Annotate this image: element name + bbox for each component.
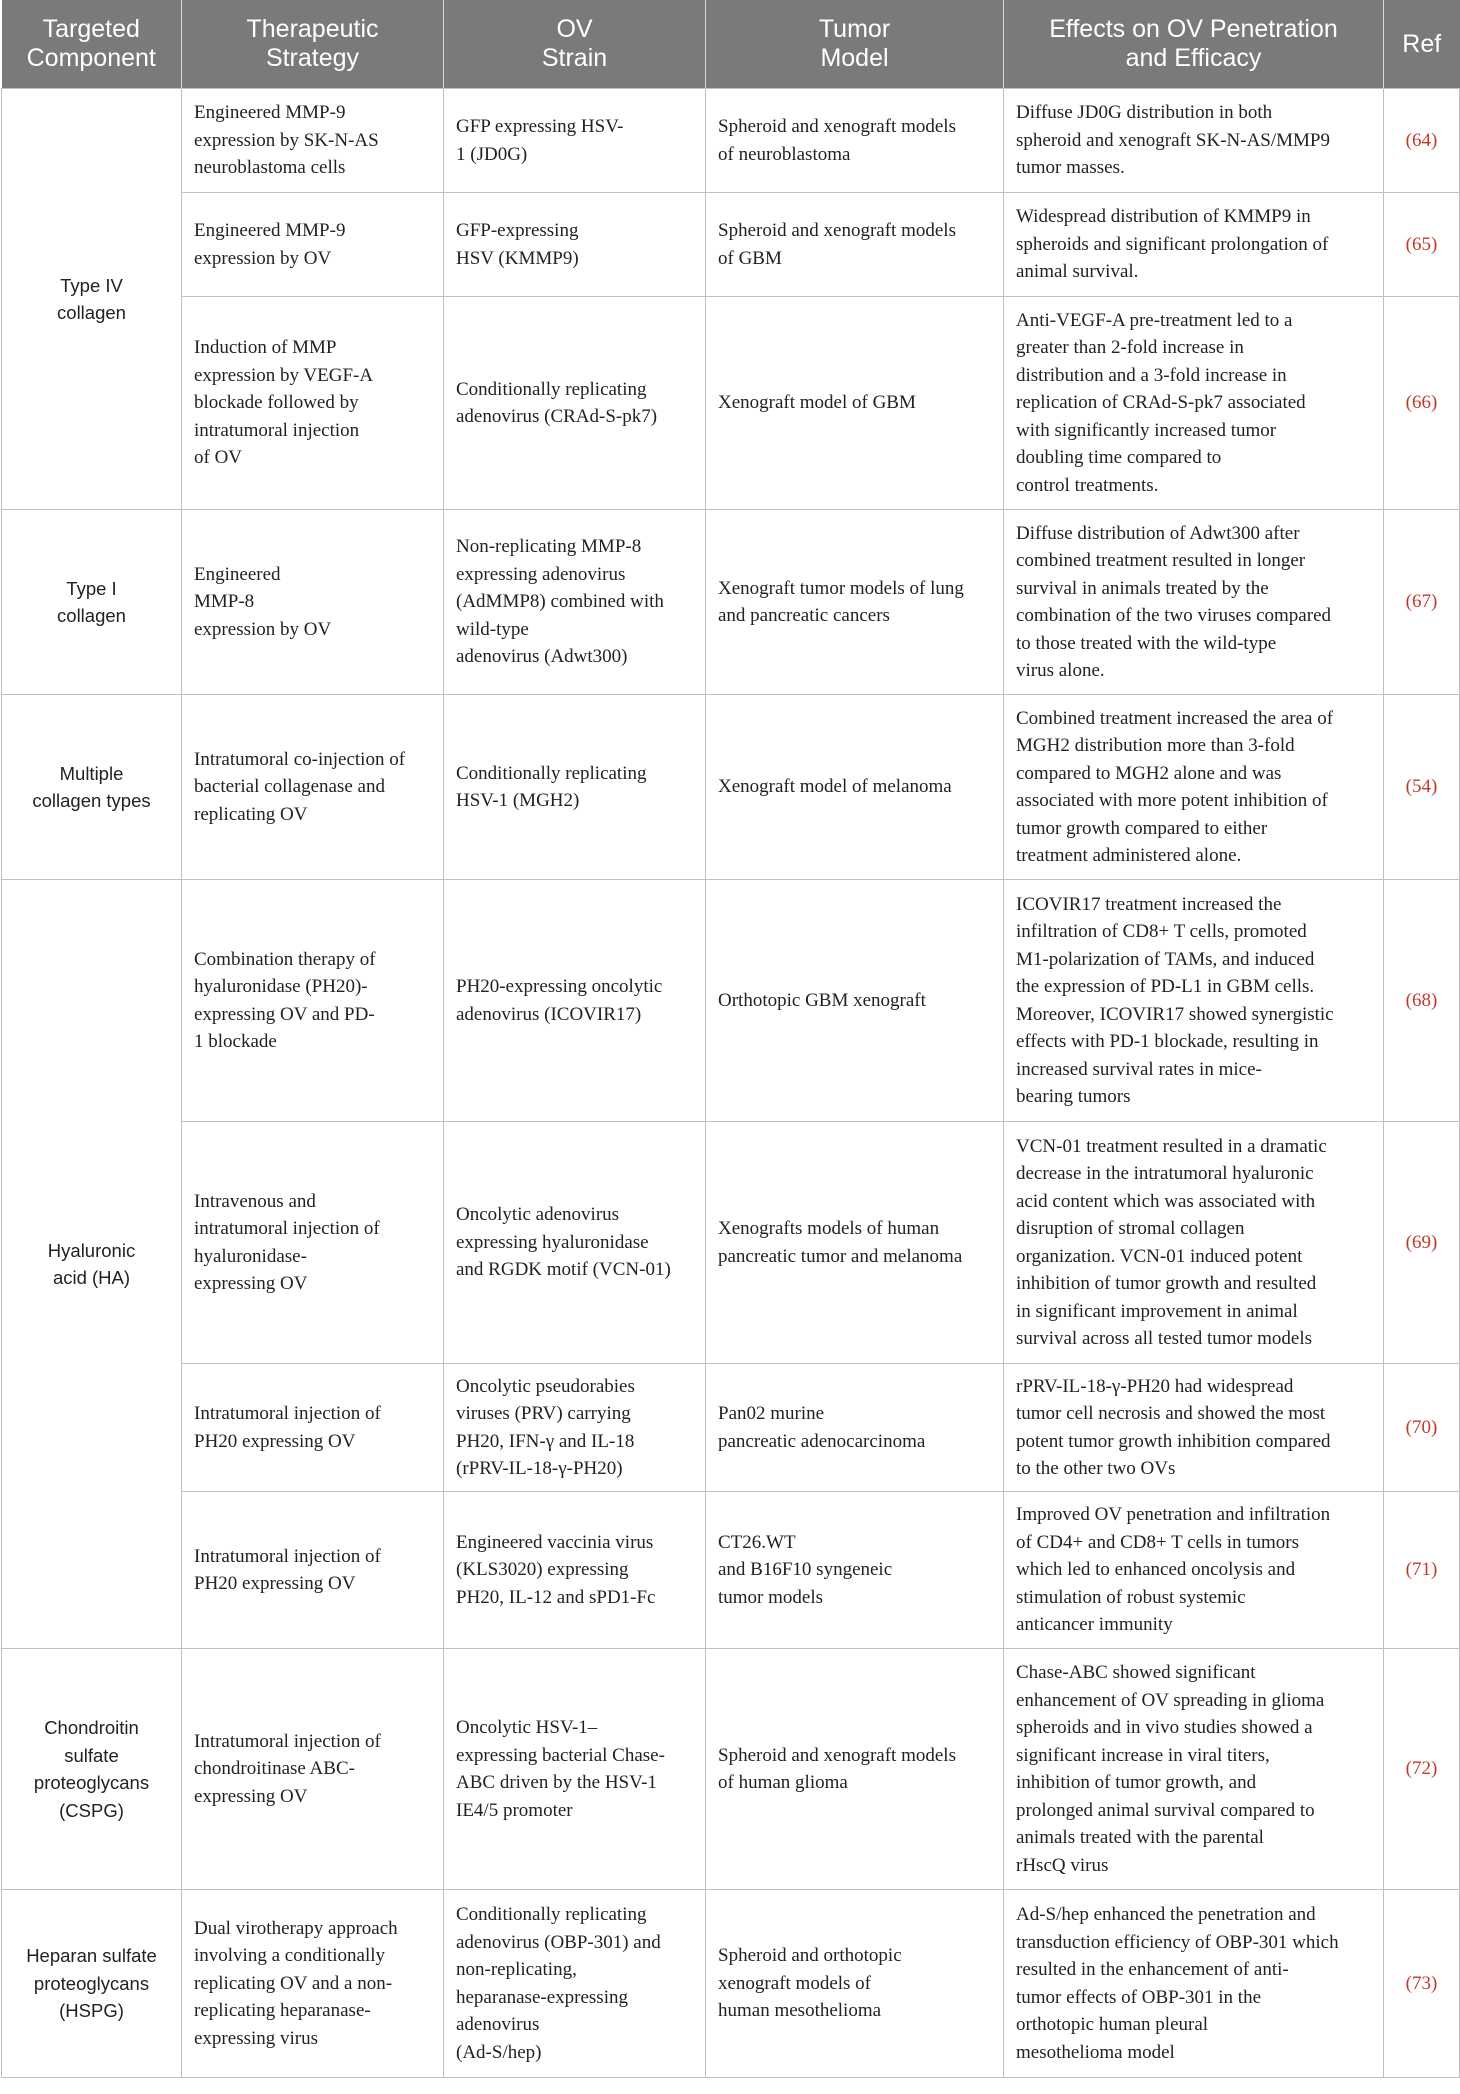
model-cell [706,297,1004,510]
text-line: infiltration of CD8+ T cells, promoted [1016,921,1307,942]
text-line: PH20 expressing OV [194,1573,356,1594]
text-line: of neuroblastoma [718,143,851,165]
text-line: MMP-8 [194,591,255,613]
text-line: (66) [1405,392,1438,414]
text-line: in significant improvement in animal [1016,1300,1298,1322]
text-line: acid content which was associated with [1016,1190,1316,1212]
text-line: ICOVIR17 treatment increased the [1016,893,1282,915]
text-line: CT26.WT [718,1531,796,1553]
text-line: intratumoral injection [194,419,360,441]
text-line: Tumor [818,15,891,43]
strain-cell [444,510,706,695]
header-tumor-model [706,0,1004,89]
table-row [2,1890,1460,2078]
text-line: Effects on OV Penetration [1049,15,1338,43]
strategy-cell [182,695,444,880]
text-line: adenovirus [456,2014,540,2035]
table-row [2,89,1460,193]
text-line: (69) [1405,1231,1438,1253]
text-line: (54) [1405,776,1438,798]
text-line: Chase-ABC showed significant [1016,1662,1256,1683]
text-line: Xenografts models of human [718,1218,940,1239]
text-line: Widespread distribution of KMMP9 in [1016,206,1311,228]
text-line: of CD4+ and CD8+ T cells in tumors [1016,1531,1300,1553]
text-line: Non-replicating MMP-8 [456,536,642,558]
effects-cell [1004,1364,1384,1492]
text-line: spheroids and in vivo studies showed a [1016,1717,1313,1738]
strain-cell [444,1890,706,2078]
text-line: Improved OV penetration and infiltration [1016,1504,1331,1526]
text-line: rPRV-IL-18-γ-PH20 had widespread [1016,1375,1294,1397]
text-line: control treatments. [1016,474,1159,496]
text-line: (73) [1405,1972,1438,1994]
text-line: Xenograft tumor models of lung [718,577,964,599]
text-line: involving a conditionally [194,1945,386,1967]
model-cell [706,1649,1004,1890]
text-line: Anti-VEGF-A pre-treatment led to a [1016,309,1293,331]
text-line: tumor growth compared to either [1016,817,1268,839]
strategy-cell [182,193,444,297]
text-line: adenovirus (Adwt300) [456,646,628,668]
text-line: Combined treatment increased the area of [1016,707,1334,729]
strain-cell [444,89,706,193]
text-line: Moreover, ICOVIR17 showed synergistic [1016,1003,1334,1025]
text-line: compared to MGH2 alone and was [1016,762,1282,784]
text-line: and B16F10 syngeneic [718,1559,893,1581]
ref-link[interactable] [1384,1364,1460,1492]
text-line: replicating heparanase- [194,2000,371,2022]
text-line: Spheroid and xenograft models [718,116,956,137]
text-line: Spheroid and orthotopic [718,1945,902,1967]
text-line: and RGDK motif (VCN-01) [456,1259,671,1281]
text-line: transduction efficiency of OBP-301 which [1016,1931,1339,1953]
text-line: (72) [1405,1758,1438,1780]
text-line: adenovirus (CRAd-S-pk7) [456,406,658,427]
text-line: survival in animals treated by the [1016,577,1269,599]
text-line: Oncolytic pseudorabies [456,1375,635,1397]
header-ref [1384,0,1460,89]
text-line: Dual virotherapy approach [194,1917,398,1939]
text-line: chondroitinase ABC- [194,1758,355,1780]
text-line: pancreatic tumor and melanoma [718,1245,963,1267]
text-line: rHscQ virus [1016,1854,1109,1876]
text-line: Orthotopic GBM xenograft [718,989,926,1011]
text-line: bacterial collagenase and [194,776,385,798]
strain-cell [444,1122,706,1364]
text-line: M1-polarization of TAMs, and induced [1016,948,1315,970]
text-line: Intratumoral injection of [194,1730,381,1752]
strain-cell [444,880,706,1122]
component-type-i-collagen [2,510,182,695]
text-line: collagen [57,605,126,626]
text-line: HSV-1 (MGH2) [456,790,580,811]
text-line: adenovirus (ICOVIR17) [456,1003,642,1025]
text-line: Engineered [194,563,281,585]
ref-link[interactable] [1384,1492,1460,1649]
text-line: expressing OV [194,1273,308,1294]
text-line: PH20, IFN-γ and IL-18 [456,1430,635,1452]
text-line: of human glioma [718,1772,848,1793]
strategy-cell [182,510,444,695]
text-line: tumor models [718,1586,824,1608]
effects-cell [1004,1890,1384,2078]
text-line: (HSPG) [59,2000,124,2022]
text-line: Strategy [265,44,360,72]
text-line: (AdMMP8) combined with [456,591,664,613]
effects-cell [1004,1649,1384,1890]
text-line: to the other two OVs [1016,1458,1176,1479]
text-line: Intratumoral co-injection of [194,748,406,770]
text-line: effects with PD-1 blockade, resulting in [1016,1031,1319,1052]
model-cell [706,1122,1004,1364]
text-line: treatment administered alone. [1016,845,1242,866]
ref-link[interactable] [1384,510,1460,695]
text-line: hyaluronidase- [194,1245,307,1267]
table-row [2,1122,1460,1364]
text-line: spheroid and xenograft SK-N-AS/MMP9 [1016,129,1331,151]
effects-cell [1004,1492,1384,1649]
text-line: Xenograft model of GBM [718,392,916,414]
ref-link[interactable] [1384,1122,1460,1364]
text-line: combination of the two viruses compared [1016,605,1332,626]
text-line: spheroids and significant prolongation of [1016,233,1329,255]
text-line: PH20 expressing OV [194,1430,356,1452]
text-line: stimulation of robust systemic [1016,1586,1246,1608]
text-line: Diffuse distribution of Adwt300 after [1016,522,1300,544]
text-line: Xenograft model of melanoma [718,776,952,798]
text-line: inhibition of tumor growth and resulted [1016,1273,1317,1294]
text-line: decrease in the intratumoral hyaluronic [1016,1163,1314,1184]
text-line: orthotopic human pleural [1016,2014,1209,2035]
header-therapeutic-strategy [182,0,444,89]
text-line: Conditionally replicating [456,762,647,784]
strategy-cell [182,1890,444,2078]
text-line: OV [556,15,593,43]
text-line: (64) [1405,129,1438,151]
text-line: viruses (PRV) carrying [456,1403,631,1424]
text-line: Oncolytic adenovirus [456,1204,620,1226]
text-line: tumor cell necrosis and showed the most [1016,1403,1326,1424]
ref-link[interactable] [1384,89,1460,193]
model-cell [706,510,1004,695]
ov-strategies-table [1,0,1460,2078]
text-line: Intravenous and [194,1190,316,1212]
text-line: of OV [194,447,243,469]
text-line: 1 (JD0G) [456,143,528,165]
table-row [2,1492,1460,1649]
text-line: Spheroid and xenograft models [718,1744,956,1766]
text-line: tumor masses. [1016,157,1125,179]
table-row [2,880,1460,1122]
strategy-cell [182,1649,444,1890]
text-line: combined treatment resulted in longer [1016,550,1306,571]
effects-cell [1004,695,1384,880]
effects-cell [1004,89,1384,193]
strategy-cell [182,1364,444,1492]
text-line: HSV (KMMP9) [456,247,579,269]
text-line: Spheroid and xenograft models [718,220,956,241]
strategy-cell [182,89,444,193]
text-line: Conditionally replicating [456,1904,647,1925]
text-line: organization. VCN-01 induced potent [1016,1245,1303,1267]
text-line: (67) [1405,591,1438,613]
text-line: expressing adenovirus [456,563,626,585]
text-line: Intratumoral injection of [194,1403,381,1424]
text-line: mesothelioma model [1016,2041,1175,2063]
text-line: Targeted [42,15,140,43]
text-line: Multiple [59,762,124,784]
component-hyaluronic-acid [2,880,182,1649]
text-line: bearing tumors [1016,1086,1131,1107]
effects-cell [1004,1122,1384,1364]
text-line: tumor effects of OBP-301 in the [1016,1986,1262,2008]
text-line: resulted in the enhancement of anti- [1016,1959,1289,1980]
text-line: and pancreatic cancers [718,605,890,626]
text-line: Oncolytic HSV-1– [456,1717,598,1738]
ref-link[interactable] [1384,193,1460,297]
component-cspg [2,1649,182,1890]
text-line: Component [26,44,156,72]
table-row [2,1649,1460,1890]
ref-link[interactable] [1384,880,1460,1122]
text-line: disruption of stromal collagen [1016,1218,1245,1239]
text-line: and Efficacy [1125,44,1262,72]
strategy-cell [182,880,444,1122]
strain-cell [444,297,706,510]
text-line: expression by SK-N-AS [194,129,379,151]
text-line: increased survival rates in mice- [1016,1058,1262,1080]
text-line: expressing OV and PD- [194,1003,375,1025]
text-line: (KLS3020) expressing [456,1559,629,1581]
text-line: inhibition of tumor growth, and [1016,1772,1257,1793]
text-line: (Ad-S/hep) [456,2041,542,2063]
text-line: Type I [66,577,117,599]
text-line: doubling time compared to [1016,447,1222,469]
strategy-cell [182,297,444,510]
text-line: the expression of PD-L1 in GBM cells. [1016,976,1315,997]
ref-link[interactable] [1384,1649,1460,1890]
text-line: virus alone. [1016,660,1105,681]
text-line: associated with more potent inhibition of [1016,790,1328,811]
header-row [2,0,1460,89]
text-line: proteoglycans [33,1972,150,1994]
component-multiple-collagen-types [2,695,182,880]
text-line: non-replicating, [456,1959,577,1980]
text-line: expressing bacterial Chase- [456,1744,665,1766]
text-line: Intratumoral injection of [194,1545,381,1567]
text-line: GFP expressing HSV- [456,116,624,137]
text-line: distribution and a 3-fold increase in [1016,364,1287,386]
text-line: heparanase-expressing [456,1986,628,2008]
text-line: animals treated with the parental [1016,1827,1264,1848]
header-targeted-component [2,0,182,89]
header-effects [1004,0,1384,89]
strain-cell [444,1364,706,1492]
component-type-iv-collagen [2,89,182,510]
text-line: to those treated with the wild-type [1016,632,1277,654]
text-line: IE4/5 promoter [456,1799,573,1821]
text-line: Combination therapy of [194,948,376,970]
text-line: greater than 2-fold increase in [1016,337,1244,359]
model-cell [706,695,1004,880]
text-line: expression by OV [194,247,332,269]
text-line: VCN-01 treatment resulted in a dramatic [1016,1135,1327,1157]
text-line: Engineered MMP-9 [194,102,346,124]
text-line: PH20, IL-12 and sPD1-Fc [456,1586,656,1608]
text-line: human mesothelioma [718,2000,882,2022]
text-line: blockade followed by [194,392,359,414]
effects-cell [1004,193,1384,297]
text-line: (68) [1405,989,1438,1011]
text-line: Therapeutic [246,15,379,43]
text-line: acid (HA) [52,1267,131,1288]
effects-cell [1004,297,1384,510]
text-line: anticancer immunity [1016,1614,1173,1636]
text-line: (CSPG) [59,1799,124,1821]
table-row [2,1364,1460,1492]
ref-link[interactable] [1384,297,1460,510]
text-line: wild-type [456,618,529,640]
text-line: replication of CRAd-S-pk7 associated [1016,392,1306,414]
text-line: Induction of MMP [194,337,337,359]
text-line: intratumoral injection of [194,1218,380,1239]
text-line: expression by OV [194,618,332,640]
text-line: Engineered vaccinia virus [456,1531,654,1553]
text-line: 1 blockade [194,1031,277,1052]
text-line: (71) [1405,1559,1438,1581]
text-line: expressing hyaluronidase [456,1231,649,1253]
text-line: Ref [1402,29,1442,58]
table-row [2,297,1460,510]
model-cell [706,89,1004,193]
text-line: sulfate [64,1744,119,1766]
text-line: ABC driven by the HSV-1 [456,1772,657,1793]
text-line: potent tumor growth inhibition compared [1016,1430,1331,1452]
model-cell [706,193,1004,297]
text-line: animal survival. [1016,261,1139,283]
text-line: significant increase in viral titers, [1016,1744,1270,1766]
text-line: (rPRV-IL-18-γ-PH20) [456,1458,623,1479]
text-line: Type IV [60,274,123,296]
text-line: (65) [1405,233,1438,255]
text-line: replicating OV [194,803,308,825]
text-line: collagen types [32,790,151,811]
ref-link[interactable] [1384,1890,1460,2078]
text-line: enhancement of OV spreading in glioma [1016,1689,1325,1711]
table-row [2,510,1460,695]
model-cell [706,880,1004,1122]
text-line: pancreatic adenocarcinoma [718,1430,926,1452]
strain-cell [444,1649,706,1890]
text-line: with significantly increased tumor [1016,419,1277,441]
text-line: Diffuse JD0G distribution in both [1016,102,1273,124]
text-line: survival across all tested tumor models [1016,1328,1313,1349]
text-line: GFP-expressing [456,220,579,241]
text-line: Model [820,44,889,72]
text-line: PH20-expressing oncolytic [456,976,663,997]
text-line: Conditionally replicating [456,378,647,400]
text-line: Strain [541,44,608,72]
ref-link[interactable] [1384,695,1460,880]
text-line: expressing OV [194,1785,308,1807]
text-line: Pan02 murine [718,1403,825,1424]
effects-cell [1004,880,1384,1122]
text-line: hyaluronidase (PH20)- [194,976,368,997]
text-line: xenograft models of [718,1972,872,1994]
strain-cell [444,695,706,880]
text-line: Ad-S/hep enhanced the penetration and [1016,1904,1316,1925]
effects-cell [1004,510,1384,695]
model-cell [706,1890,1004,2078]
strain-cell [444,193,706,297]
text-line: adenovirus (OBP-301) and [456,1931,661,1953]
text-line: expression by VEGF-A [194,364,374,386]
text-line: of GBM [718,247,782,269]
text-line: Heparan sulfate [26,1945,157,1967]
model-cell [706,1364,1004,1492]
text-line: Hyaluronic [47,1239,136,1261]
text-line: collagen [57,302,126,323]
text-line: expressing virus [194,2027,319,2049]
text-line: Engineered MMP-9 [194,220,346,241]
table-row [2,193,1460,297]
text-line: (70) [1405,1416,1438,1438]
text-line: MGH2 distribution more than 3-fold [1016,735,1295,756]
strategy-cell [182,1122,444,1364]
text-line: proteoglycans [33,1772,150,1793]
header-ov-strain [444,0,706,89]
component-hspg [2,1890,182,2078]
text-line: which led to enhanced oncolysis and [1016,1559,1296,1581]
text-line: prolonged animal survival compared to [1016,1799,1315,1821]
model-cell [706,1492,1004,1649]
text-line: Chondroitin [44,1717,139,1738]
table-row [2,695,1460,880]
strain-cell [444,1492,706,1649]
text-line: neuroblastoma cells [194,157,346,179]
text-line: replicating OV and a non- [194,1972,393,1994]
strategy-cell [182,1492,444,1649]
